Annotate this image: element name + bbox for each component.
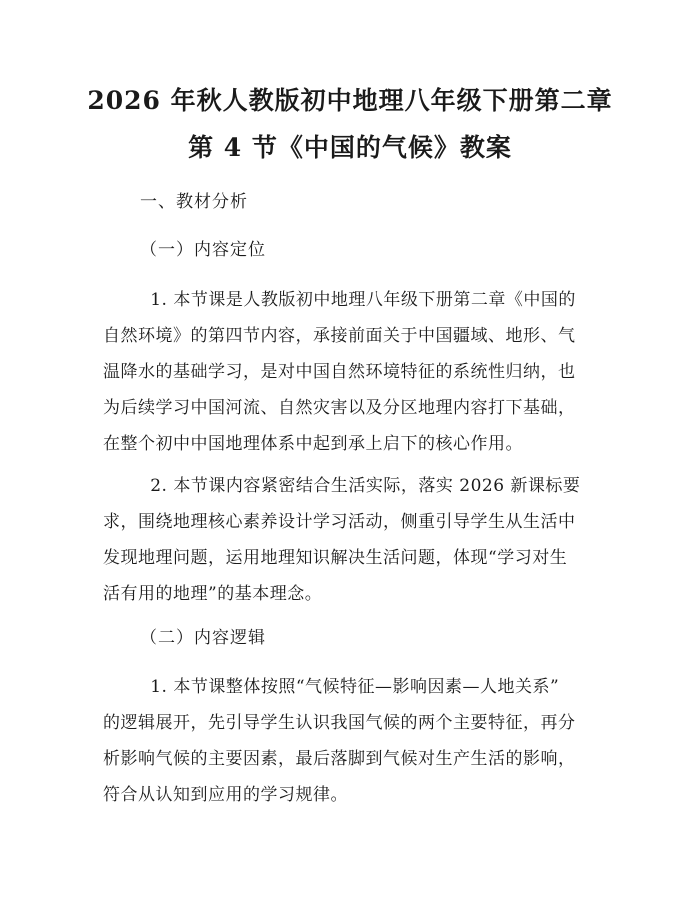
paragraph-line: 发现地理问题，运用地理知识解决生活问题，体现“学习对生 — [103, 548, 568, 568]
paragraph-line: 析影响气候的主要因素，最后落脚到气候对生产生活的影响， — [103, 749, 576, 769]
paragraph-3 — [103, 669, 603, 813]
paragraph-2 — [103, 468, 603, 612]
document-title-line-1: 2026 年秋人教版初中地理八年级下册第二章 — [87, 86, 613, 115]
document-title-line-2: 第 4 节《中国的气候》教案 — [188, 133, 512, 162]
paragraph-line: 为后续学习中国河流、自然灾害以及分区地理内容打下基础， — [103, 398, 576, 418]
paragraph-line: 温降水的基础学习，是对中国自然环境特征的系统性归纳，也 — [103, 362, 576, 382]
paragraph-line: 在整个初中中国地理体系中起到承上启下的核心作用。 — [103, 434, 523, 454]
paragraph-line: 的逻辑展开，先引导学生认识我国气候的两个主要特征，再分 — [103, 713, 576, 733]
paragraph-line: 自然环境》的第四节内容，承接前面关于中国疆域、地形、气 — [103, 326, 576, 346]
section-heading-textbook-analysis: 一、教材分析 — [140, 192, 248, 212]
paragraph-line: 1. 本节课是人教版初中地理八年级下册第二章《中国的 — [103, 290, 576, 310]
subsection-heading-content-logic: （二）内容逻辑 — [140, 628, 266, 648]
paragraph-1 — [103, 282, 603, 462]
paragraph-line: 活有用的地理”的基本理念。 — [103, 584, 323, 604]
paragraph-line: 求，围绕地理核心素养设计学习活动，侧重引导学生从生活中 — [103, 512, 576, 532]
paragraph-line: 1. 本节课整体按照“气候特征—影响因素—人地关系” — [103, 677, 560, 697]
subsection-heading-content-positioning: （一）内容定位 — [140, 240, 266, 260]
paragraph-line: 符合从认知到应用的学习规律。 — [103, 785, 348, 805]
paragraph-line: 2. 本节课内容紧密结合生活实际，落实 2026 新课标要 — [103, 476, 581, 496]
